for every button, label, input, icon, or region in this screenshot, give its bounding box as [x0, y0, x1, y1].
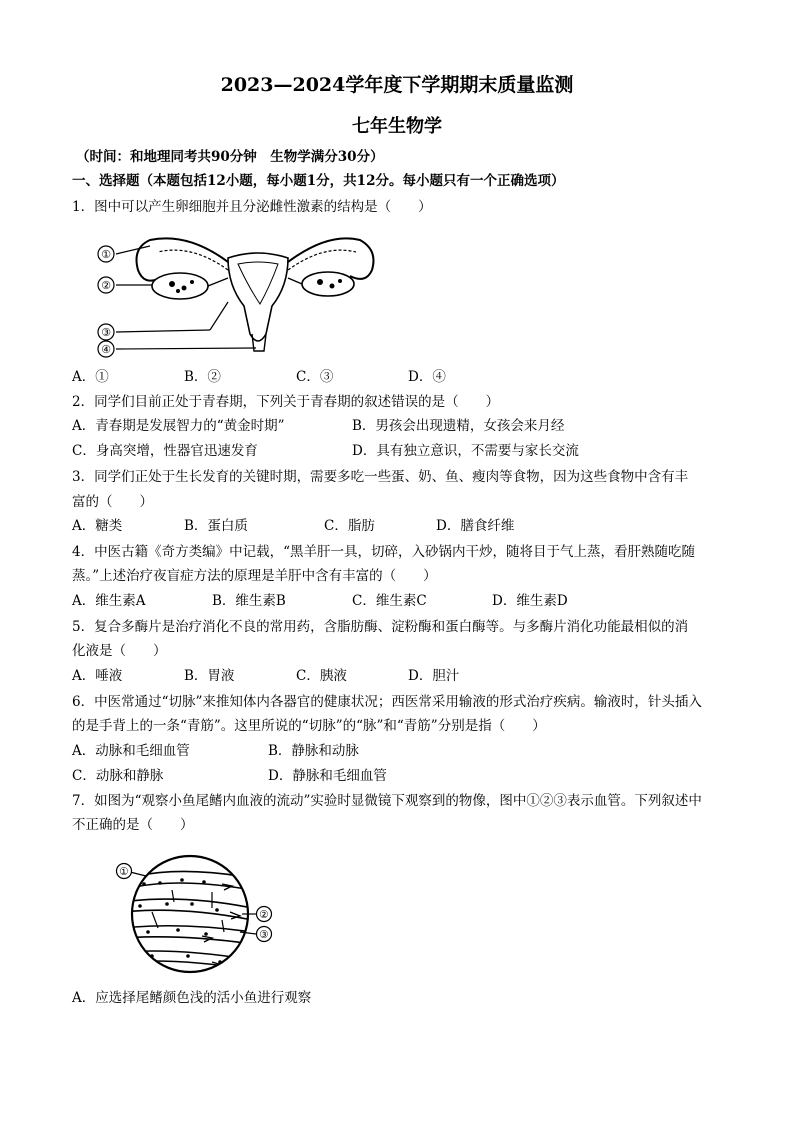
diagram-label-2 — [98, 277, 114, 293]
fish-tail-microscope-diagram — [112, 850, 282, 980]
svg-text:④: ④ — [101, 343, 111, 356]
svg-text:②: ② — [101, 279, 111, 292]
q2-stem: 2．同学们目前正处于青春期，下列关于青春期的叙述错误的是（ ） — [72, 394, 500, 410]
vessel-label-2 — [257, 907, 272, 922]
q4-option-a[interactable]: A．维生素A — [72, 593, 146, 609]
q5-stem-line2: 化液是（ ） — [72, 643, 167, 659]
q3-option-d[interactable]: D．膳食纤维 — [436, 518, 515, 534]
exam-title: 2023—2024学年度下学期期末质量监测 — [220, 74, 574, 96]
svg-text:①: ① — [119, 866, 129, 878]
q4-option-c[interactable]: C．维生素C — [352, 593, 427, 609]
q4-stem-line1: 4．中医古籍《奇方类编》中记载，“黑羊肝一具，切碎，入砂锅内干炒，随将目于气上蒸，看肝熟随吃随 — [72, 544, 695, 560]
q6-option-a[interactable]: A．动脉和毛细血管 — [72, 743, 190, 759]
q2-option-c[interactable]: C．身高突增，性器官迅速发育 — [72, 443, 258, 459]
svg-text:②: ② — [259, 909, 269, 921]
q3-option-b[interactable]: B．蛋白质 — [184, 518, 248, 534]
q2-option-a[interactable]: A．青春期是发展智力的“黄金时期” — [72, 418, 285, 434]
q1-option-d[interactable]: D．④ — [408, 369, 446, 385]
svg-text:③: ③ — [101, 326, 111, 339]
q3-option-a[interactable]: A．糖类 — [72, 518, 123, 534]
uterus-diagram — [88, 226, 388, 361]
q1-option-b[interactable]: B．② — [184, 369, 221, 385]
q5-stem-line1: 5．复合多酶片是治疗消化不良的常用药，含脂肪酶、淀粉酶和蛋白酶等。与多酶片消化功能最相似的消 — [72, 619, 689, 635]
diagram-label-4 — [98, 341, 114, 357]
exam-subtitle: 七年生物学 — [352, 116, 442, 137]
q5-option-c[interactable]: C．胰液 — [296, 668, 347, 684]
q5-option-d[interactable]: D．胆汁 — [408, 668, 460, 684]
vessel-label-3 — [257, 927, 272, 942]
time-note: （时间：和地理同考共90分钟 生物学满分30分） — [76, 149, 384, 165]
q6-option-c[interactable]: C．动脉和静脉 — [72, 768, 164, 784]
q7-stem-line1: 7．如图为“观察小鱼尾鳍内血液的流动”实验时显微镜下观察到的物像，图中①②③表示血管。下列叙述中 — [72, 793, 702, 809]
q7-stem-line2: 不正确的是（ ） — [72, 817, 194, 833]
q3-option-c[interactable]: C．脂肪 — [324, 518, 375, 534]
q3-stem-line2: 富的（ ） — [72, 494, 153, 510]
q1-option-c[interactable]: C．③ — [296, 369, 334, 385]
q6-option-d[interactable]: D．静脉和毛细血管 — [268, 768, 387, 784]
q6-option-b[interactable]: B．静脉和动脉 — [268, 743, 359, 759]
q2-option-b[interactable]: B．男孩会出现遗精，女孩会来月经 — [352, 418, 565, 434]
q3-stem-line1: 3．同学们正处于生长发育的关键时期，需要多吃一些蛋、奶、鱼、瘦肉等食物，因为这些食物中含有丰 — [72, 469, 689, 485]
svg-text:③: ③ — [259, 929, 269, 941]
q4-stem-line2: 蒸。”上述治疗夜盲症方法的原理是羊肝中含有丰富的（ ） — [72, 568, 437, 584]
diagram-label-1 — [98, 246, 114, 262]
q7-option-a[interactable]: A．应选择尾鳍颜色浅的活小鱼进行观察 — [72, 990, 312, 1006]
q2-option-d[interactable]: D．具有独立意识，不需要与家长交流 — [352, 443, 579, 459]
q5-option-b[interactable]: B．胃液 — [184, 668, 235, 684]
q4-option-b[interactable]: B．维生素B — [212, 593, 286, 609]
q6-stem-line1: 6．中医常通过“切脉”来推知体内各器官的健康状况；西医常采用输液的形式治疗疾病。输液时，针头插入 — [72, 694, 702, 710]
q6-stem-line2: 的是手背上的一条“青筋”。这里所说的“切脉”的“脉”和“青筋”分别是指（ ） — [72, 718, 546, 734]
q1-stem: 1．图中可以产生卵细胞并且分泌雌性激素的结构是（ ） — [72, 199, 432, 215]
diagram-label-3 — [98, 324, 114, 340]
q5-option-a[interactable]: A．唾液 — [72, 668, 123, 684]
q4-option-d[interactable]: D．维生素D — [492, 593, 568, 609]
vessel-label-1 — [117, 864, 132, 879]
q1-option-a[interactable]: A．① — [72, 369, 109, 385]
svg-text:①: ① — [101, 248, 111, 261]
section-heading: 一、选择题（本题包括12小题，每小题1分，共12分。每小题只有一个正确选项） — [72, 173, 565, 189]
